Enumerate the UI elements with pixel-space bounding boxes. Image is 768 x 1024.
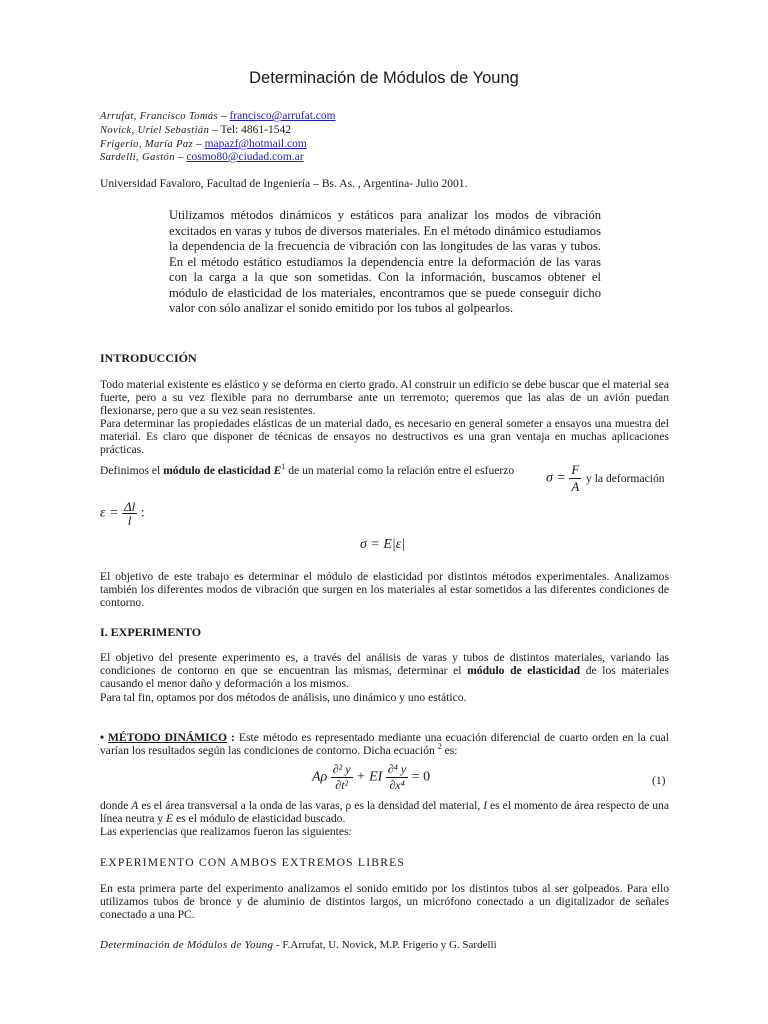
experiences-line: Las experiencias que realizamos fueron las siguientes: <box>100 825 352 838</box>
author-line: Frigerio, María Paz – mapazf@hotmail.com <box>100 138 307 150</box>
abstract: Utilizamos métodos dinámicos y estáticos para analizar los modos de vibración excitados en varas y tubos de diversos materiales. En el método dinámico estudiamos la dependencia de la frecuencia de vibración con las longitudes de las varas y tubos. En el método estático estudiamos la dependencia entre la deformación de las varas con la carga a la que son sometidas. Con la información, buscamos obtener el módulo de elasticidad de los materiales, encontramos que se puede conseguir dicho valor con sólo analizar el sonido emitido por los tubos al golpearlos. <box>169 208 601 315</box>
metodo-paragraph: • MÉTODO DINÁMICO : Este método es representado mediante una ecuación diferencial de cuarto orden en la cual varían los resultados según las condiciones de contorno. Dicha ecuación $^2$ es: <box>100 731 669 757</box>
author-phone: Tel: 4861-1542 <box>220 124 291 136</box>
footnote-ref: 2 <box>437 741 442 751</box>
subsection-heading: EXPERIMENTO CON AMBOS EXTREMOS LIBRES <box>100 856 406 869</box>
author-name: Sardelli, Gastón <box>100 152 175 163</box>
section-heading-introduccion: INTRODUCCIÓN <box>100 351 197 365</box>
author-email-link[interactable]: francisco@arrufat.com <box>229 110 336 122</box>
paper-title: Determinación de Módulos de Young <box>249 69 519 87</box>
hooke-equation: σ = E|ε| <box>360 537 406 552</box>
intro-paragraph: Todo material existente es elástico y se deforma en cierto grado. Al construir un edificio se debe buscar que el material sea fuerte, pero a su vez flexible para no derrumbarse ante un terremoto; queremos que las alas de un avión puedan flexionarse, pero que a su vez sean resistentes. <box>100 378 669 417</box>
experiment-paragraph: Para tal fin, optamos por dos métodos de análisis, uno dinámico y uno estático. <box>100 691 467 704</box>
page-footer: Determinación de Módulos de Young - F.Arrufat, U. Novick, M.P. Frigerio y G. Sardelli <box>100 939 497 951</box>
metodo-label: MÉTODO DINÁMICO <box>108 731 228 744</box>
author-email-link[interactable]: mapazf@hotmail.com <box>204 138 307 150</box>
author-line: Novick, Uriel Sebastián – Tel: 4861-1542 <box>100 124 291 136</box>
author-line: Sardelli, Gastón – cosmo80@ciudad.com.ar <box>100 151 304 163</box>
stress-formula: σ = $\frac{F}{A}$ <box>546 462 580 494</box>
differential-equation: Aρ $\frac{\text{∂² y}}{\text{∂t²}}$ + EI $\frac{\text{∂⁴ y}}{\text{∂x⁴}}$ = 0 <box>312 762 431 792</box>
where-paragraph: donde A es el área transversal a la onda de las varas, ρ es la densidad del material, I es el momento de área respecto de una línea neutra y E es el módulo de elasticidad buscado. <box>100 799 669 825</box>
affiliation: Universidad Favaloro, Facultad de Ingeniería – Bs. As. , Argentina- Julio 2001. <box>100 177 468 190</box>
experiment-paragraph: El objetivo del presente experimento es, a través del análisis de varas y tubos de distintos materiales, variando las condiciones de contorno en que se encuentran las mismas, determinar el módulo de elasticidad de los materiales causando el menor daño y deformación a los mismos. <box>100 651 670 690</box>
strain-formula: ε = $\frac{\Delta l}{l}$ : <box>100 499 145 528</box>
objective-paragraph: El objetivo de este trabajo es determinar el módulo de elasticidad por distintos métodos experimentales. Analizamos también los diferentes modos de vibración que surgen en los materiales al estar sometidos a las diferentes condiciones de contorno. <box>100 570 669 609</box>
author-name: Arrufat, Francisco Tomás <box>100 111 219 122</box>
equation-number: (1) <box>652 774 666 787</box>
author-email-link[interactable]: cosmo80@ciudad.com.ar <box>186 151 304 163</box>
footnote-ref: 1 <box>281 462 286 471</box>
definition-line: Definimos el módulo de elasticidad E$^1$ de un material como la relación entre el esfuerzo <box>100 462 515 477</box>
intro-paragraph: Para determinar las propiedades elásticas de un material dado, es necesario en general someter a ensayos una muestra del material. Es claro que disponer de técnicas de ensayos no destructivos es una gran ventaja en muchas aplicaciones prácticas. <box>100 417 669 456</box>
author-name: Frigerio, María Paz <box>100 139 194 150</box>
author-line: Arrufat, Francisco Tomás – francisco@arrufat.com <box>100 110 336 122</box>
sub1-paragraph: En esta primera parte del experimento analizamos el sonido emitido por los distintos tubos al ser golpeados. Para ello utilizamos tubos de bronce y de aluminio de distintos largos, un micrófono conectado a un digitalizador de señales conectado a una PC. <box>100 882 669 921</box>
author-name: Novick, Uriel Sebastián <box>100 125 210 136</box>
section-heading-experimento: I. EXPERIMENTO <box>100 625 202 639</box>
definition-tail: y la deformación <box>586 472 665 485</box>
